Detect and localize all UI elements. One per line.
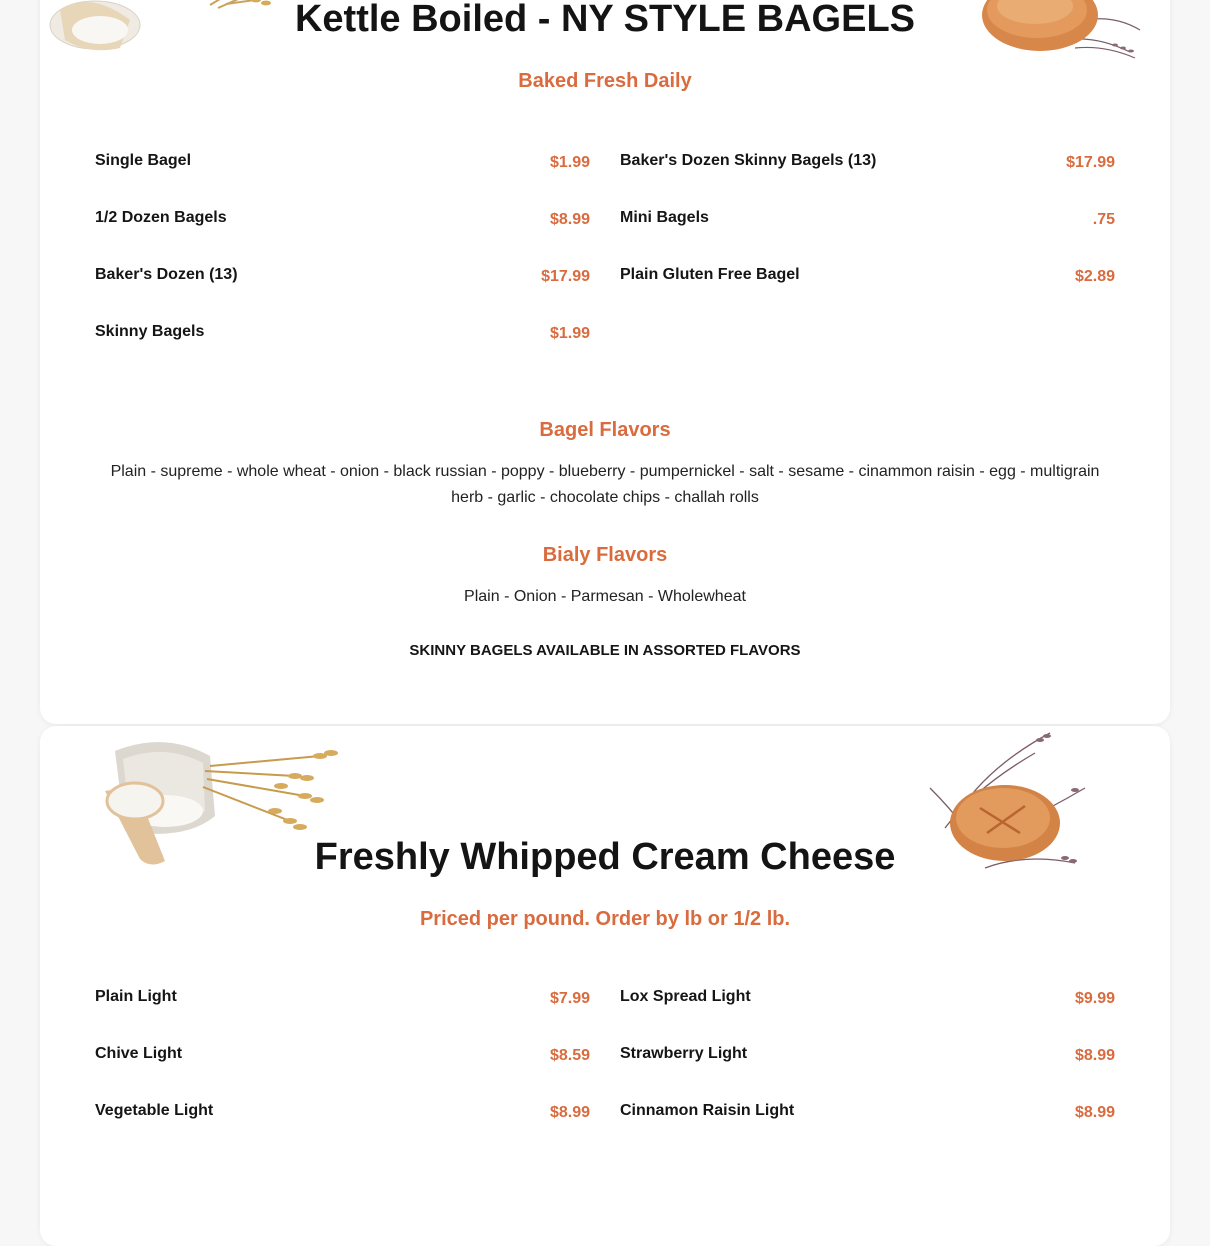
item-name: Chive Light [95,1045,183,1062]
menu-item [95,988,590,1018]
menu-item [95,152,590,182]
item-name: Vegetable Light [95,1102,214,1119]
bagels-subtitle: Baked Fresh Daily [518,70,692,92]
item-price: $1.99 [549,154,590,171]
item-name: Skinny Bagels [95,323,205,340]
item-name: Lox Spread Light [620,988,751,1005]
skinny-bagels-notice: SKINNY BAGELS AVAILABLE IN ASSORTED FLAVORS [409,642,801,659]
item-name: Baker's Dozen (13) [95,266,238,283]
item-name: Mini Bagels [620,209,709,226]
bialy-flavors-text: Plain - Onion - Parmesan - Wholewheat [464,588,746,605]
menu-item [95,266,590,296]
item-name: Cinnamon Raisin Light [620,1102,795,1119]
cream-cheese-title: Freshly Whipped Cream Cheese [314,836,896,878]
bagel-flavors-text: Plain - supreme - whole wheat - onion - black russian - poppy - blueberry - pumpernickel - salt - sesame - cinammon raisin - egg - multigrain herb - garlic - chocolate chips - challah rolls [110,463,1100,506]
bialy-flavors-heading: Bialy Flavors [542,544,668,566]
item-price: $8.99 [1074,1104,1115,1121]
item-price: $8.99 [1074,1047,1115,1064]
item-name: Strawberry Light [620,1045,748,1062]
item-name: Plain Light [95,988,177,1005]
item-name: 1/2 Dozen Bagels [95,209,227,226]
item-name: Plain Gluten Free Bagel [620,266,800,283]
menu-item [95,209,590,239]
menu-item [95,323,590,353]
menu-item [95,1045,590,1075]
item-price: $17.99 [1066,154,1115,171]
menu-item [620,988,1115,1018]
bagels-title: Kettle Boiled - NY STYLE BAGELS [294,0,916,40]
item-price: $7.99 [549,990,590,1007]
bagels-menu-card [40,0,1170,724]
menu-item [620,152,1115,182]
cream-cheese-menu-card [40,726,1170,1246]
menu-item [620,1102,1115,1132]
bagel-flavors-heading: Bagel Flavors [539,419,671,441]
menu-item [620,209,1115,239]
menu-item [95,1102,590,1132]
item-price: $1.99 [549,325,590,342]
item-price: $8.99 [549,1104,590,1121]
cream-cheese-subtitle: Priced per pound. Order by lb or 1/2 lb. [419,908,791,930]
item-price: $8.59 [549,1047,590,1064]
item-price: $8.99 [549,211,590,228]
menu-item [620,266,1115,296]
item-price: .75 [1092,211,1115,228]
menu-item [620,1045,1115,1075]
item-price: $2.89 [1074,268,1115,285]
item-price: $17.99 [541,268,590,285]
item-name: Baker's Dozen Skinny Bagels (13) [620,152,877,169]
item-price: $9.99 [1074,990,1115,1007]
item-name: Single Bagel [95,152,192,169]
